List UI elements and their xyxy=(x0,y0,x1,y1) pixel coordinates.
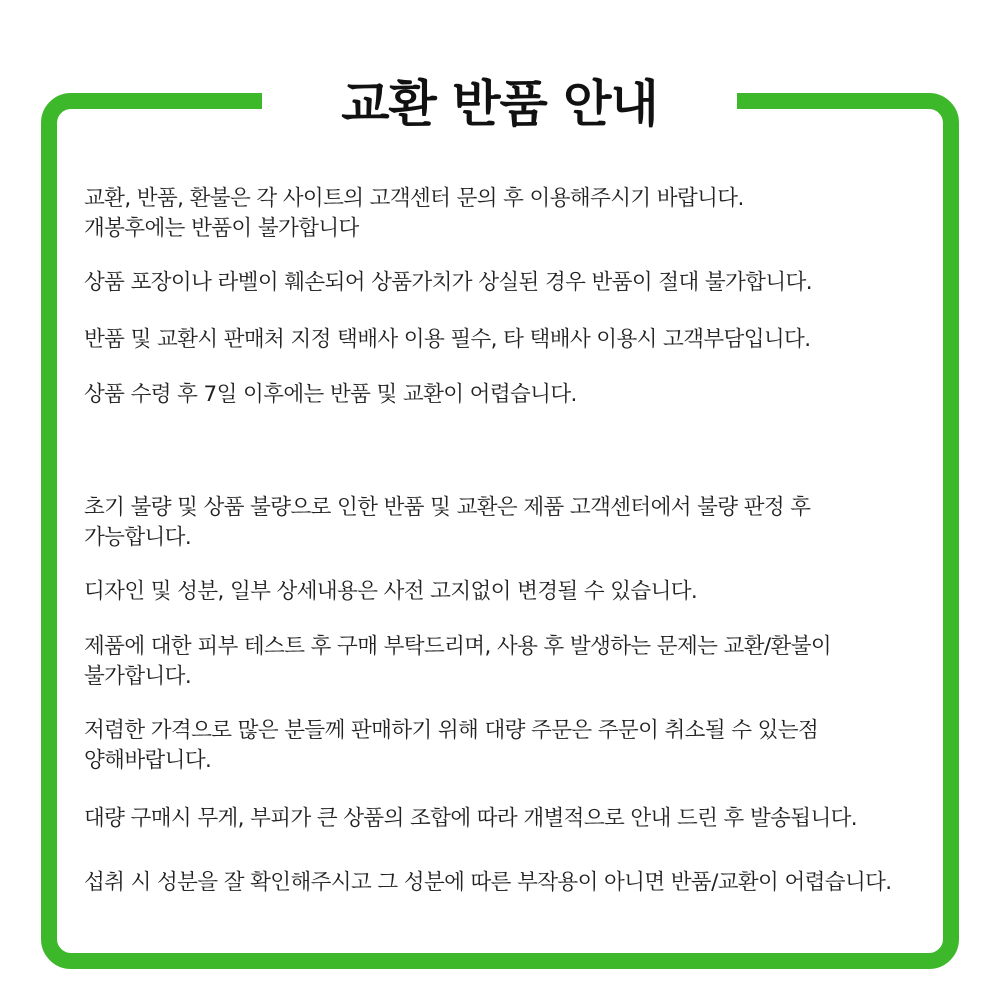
notice-line: 상품 포장이나 라벨이 훼손되어 상품가치가 상실된 경우 반품이 절대 불가합니다. xyxy=(84,270,812,295)
notice-item xyxy=(84,184,744,244)
notice-line: 상품 수령 후 7일 이후에는 반품 및 교환이 어렵습니다. xyxy=(84,382,577,407)
notice-line: 섭취 시 성분을 잘 확인해주시고 그 성분에 따른 부작용이 아니면 반품/교환이 어렵습니다. xyxy=(84,870,892,895)
notice-line: 불가합니다. xyxy=(84,664,192,689)
notice-line: 제품에 대한 피부 테스트 후 구매 부탁드리며, 사용 후 발생하는 문제는 교환/환불이 xyxy=(84,634,832,659)
notice-item xyxy=(84,325,810,355)
notice-line: 초기 불량 및 상품 불량으로 인한 반품 및 교환은 제품 고객센터에서 불량 판정 후 xyxy=(84,495,811,520)
notice-line: 교환, 반품, 환불은 각 사이트의 고객센터 문의 후 이용해주시기 바랍니다. xyxy=(84,186,744,211)
notice-item xyxy=(84,380,577,410)
notice-line: 양해바랍니다. xyxy=(84,748,212,773)
notice-item xyxy=(84,632,831,692)
notice-line: 개봉후에는 반품이 불가합니다 xyxy=(84,216,359,241)
notice-line: 저렴한 가격으로 많은 분들께 판매하기 위해 대량 주문은 주문이 취소될 수 있는점 xyxy=(84,718,819,743)
notice-line: 가능합니다. xyxy=(84,525,192,550)
notice-line: 반품 및 교환시 판매처 지정 택배사 이용 필수, 타 택배사 이용시 고객부담입니다. xyxy=(84,327,811,352)
notice-item xyxy=(84,577,697,607)
notice-line: 디자인 및 성분, 일부 상세내용은 사전 고지없이 변경될 수 있습니다. xyxy=(84,579,698,604)
notice-item xyxy=(84,268,812,298)
notice-item xyxy=(84,804,857,834)
page-title: 교환 반품 안내 xyxy=(341,75,658,133)
notice-line: 대량 구매시 무게, 부피가 큰 상품의 조합에 따라 개별적으로 안내 드린 후 발송됩니다. xyxy=(84,806,858,831)
notice-item xyxy=(84,868,892,898)
notice-item xyxy=(84,716,818,776)
notice-item xyxy=(84,493,810,553)
